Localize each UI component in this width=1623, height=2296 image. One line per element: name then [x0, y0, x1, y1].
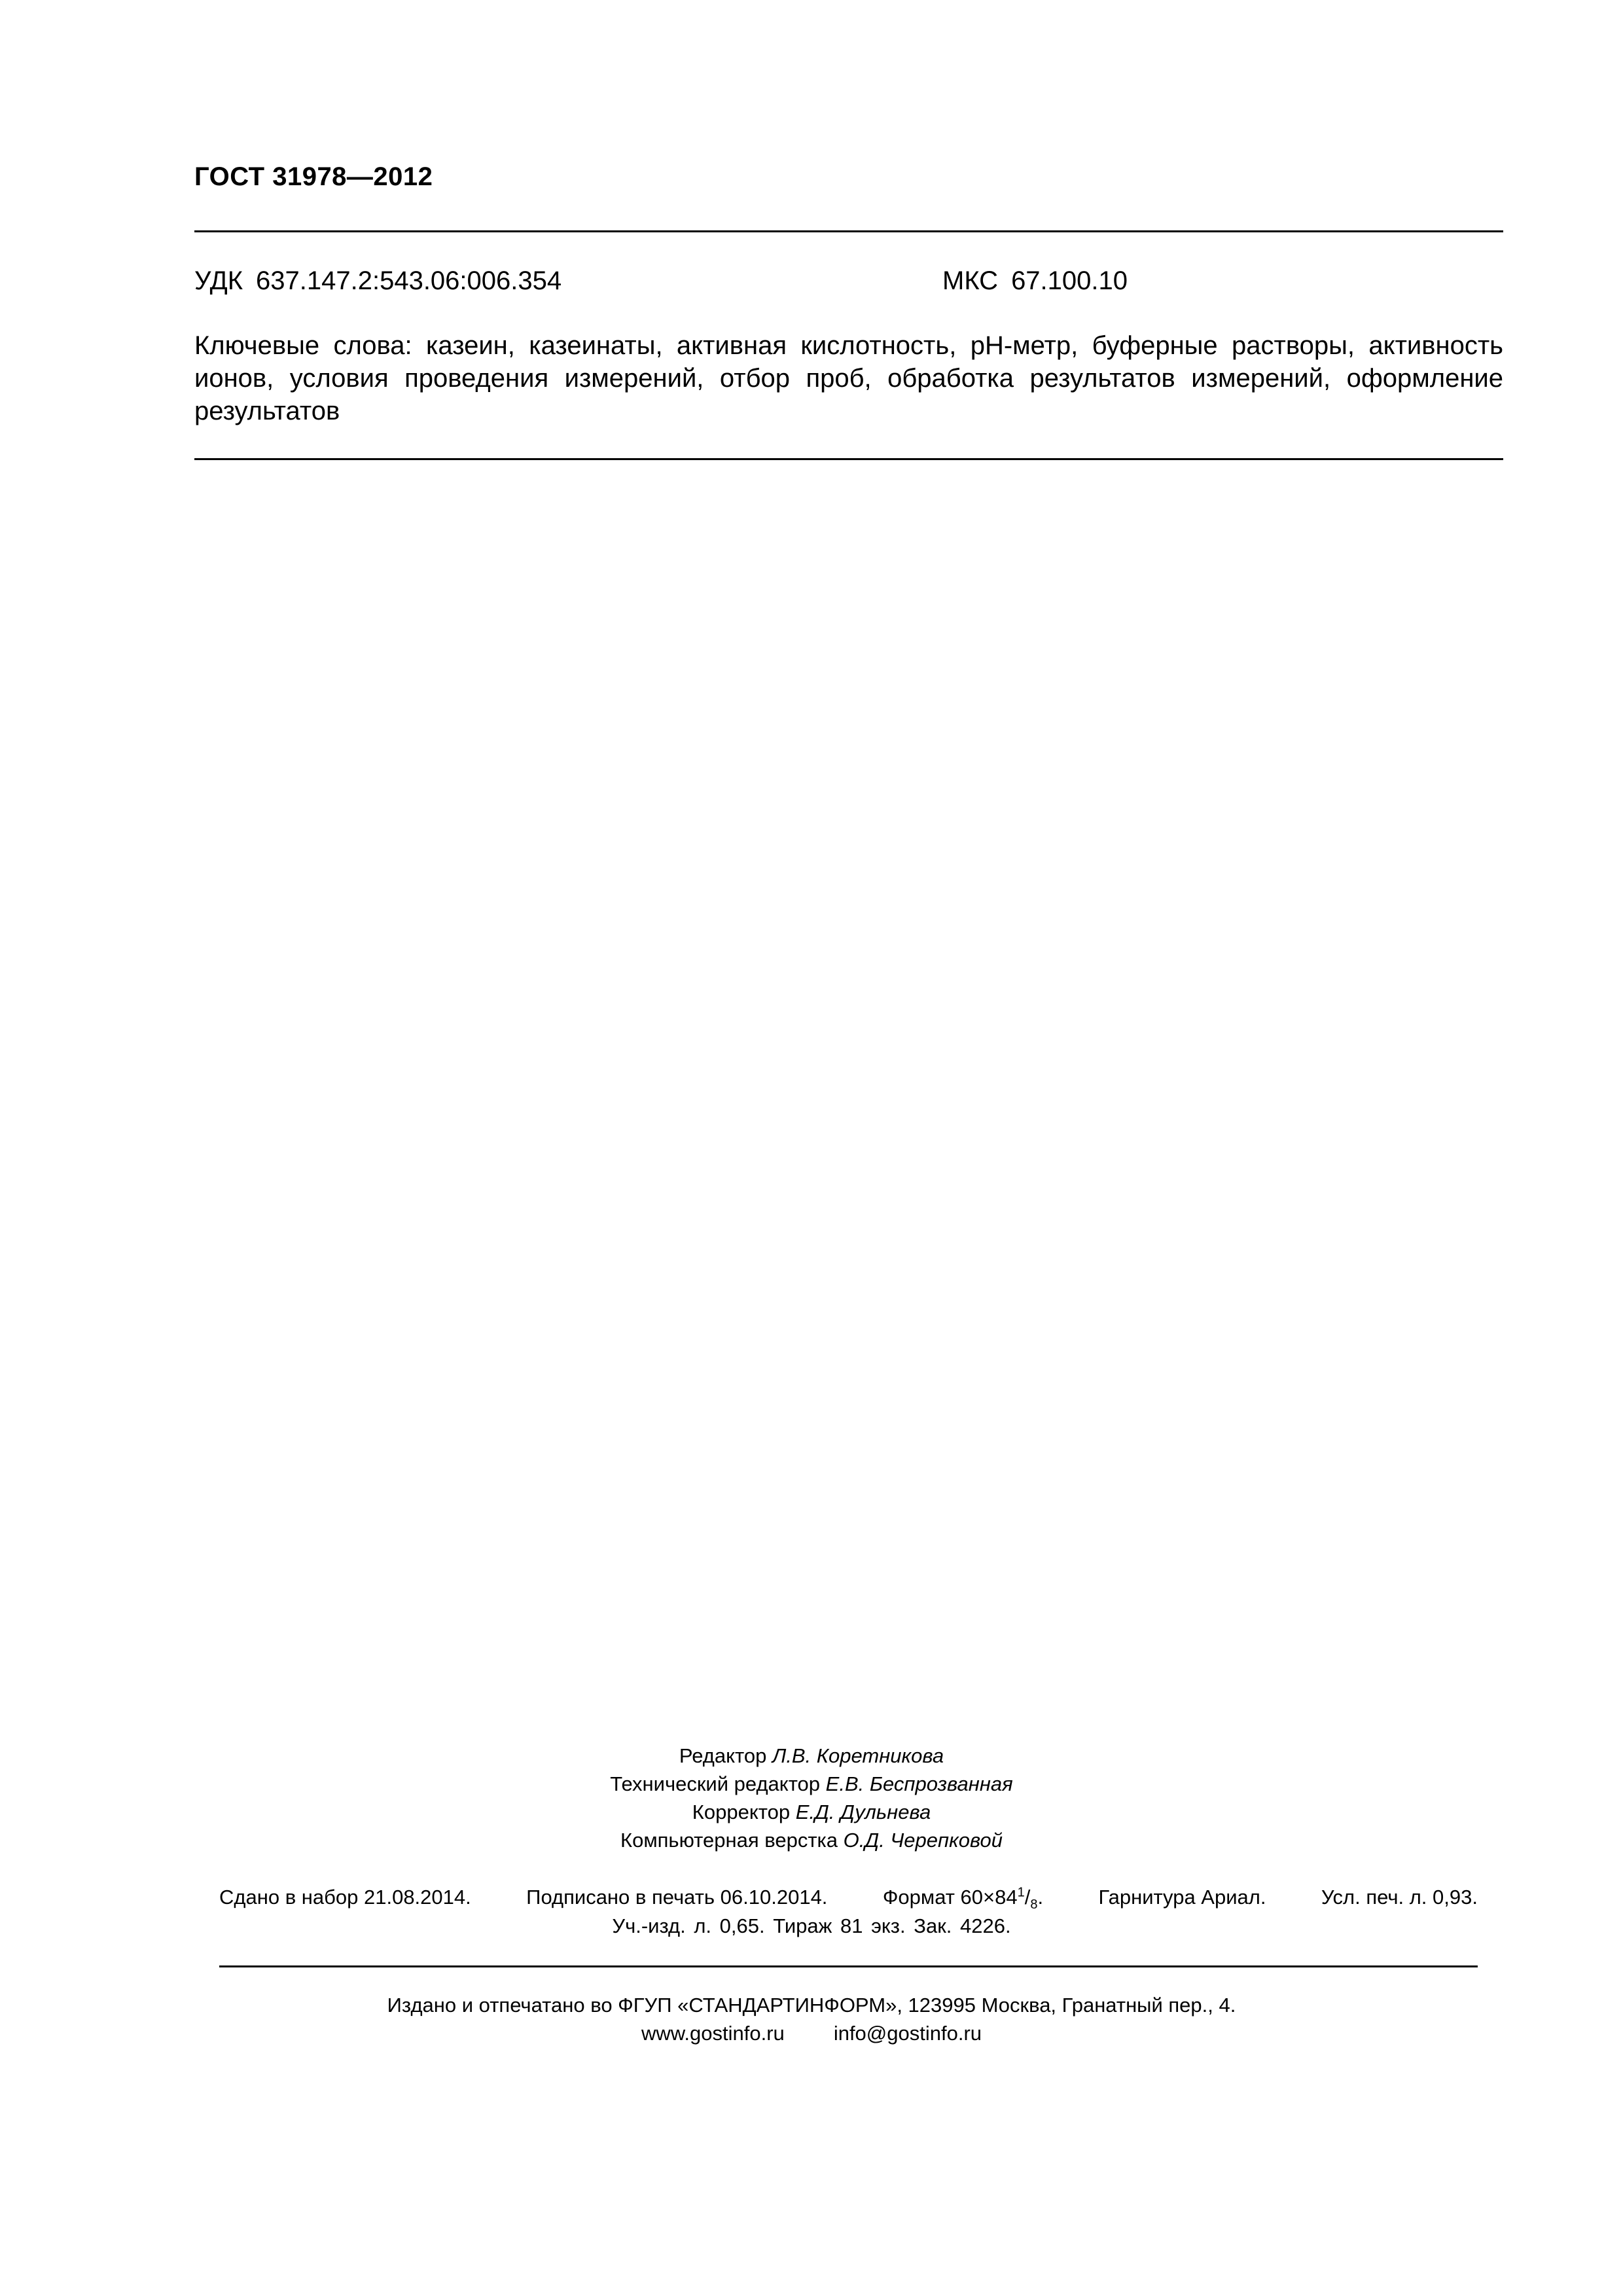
keywords-divider — [194, 458, 1503, 460]
format-label: Формат 60×84 — [882, 1886, 1018, 1909]
publisher-contacts — [0, 2019, 1623, 2047]
keywords-paragraph: Ключевые слова: казеин, казеинаты, активная кислотность, pH-метр, буферные растворы, активность ионов, условия проведения измерений, отбор проб, обработка результатов измерений, оформление результатов — [194, 331, 1503, 425]
top-divider — [194, 230, 1503, 232]
ics-classification — [942, 265, 1128, 296]
website-link[interactable]: www.gostinfo.ru — [641, 2022, 785, 2045]
credit-name: Л.В. Коретникова — [772, 1744, 944, 1767]
credit-name: Е.В. Беспрозванная — [825, 1772, 1013, 1795]
format-denominator: 8 — [1030, 1897, 1038, 1912]
format-end: . — [1037, 1886, 1044, 1909]
paper-format: Формат $60\times 84^1/_8$. — [882, 1885, 1044, 1912]
publisher-line: Издано и отпечатано во ФГУП «СТАНДАРТИНФОРМ», 123995 Москва, Гранатный пер., 4. — [387, 1994, 1236, 2017]
order-number: Зак. 4226. — [914, 1914, 1011, 1937]
print-details-line-1 — [219, 1883, 1478, 1911]
udc-value: 637.147.2:543.06:006.354 — [256, 266, 562, 295]
print-details-line-2 — [0, 1912, 1623, 1940]
credit-role: Компьютерная верстка — [620, 1829, 838, 1852]
credit-role: Редактор — [679, 1744, 767, 1767]
format-numerator: 1 — [1017, 1885, 1025, 1900]
typeface: Гарнитура Ариал. — [1098, 1886, 1266, 1909]
credit-role: Корректор — [692, 1801, 791, 1823]
publication-sheets: Уч.-изд. л. 0,65. — [612, 1914, 765, 1937]
imprint-divider — [219, 1965, 1478, 1967]
document-code: ГОСТ 31978—2012 — [194, 162, 433, 191]
credit-editor — [0, 1742, 1623, 1770]
credit-technical-editor — [0, 1770, 1623, 1798]
credit-proofreader — [0, 1798, 1623, 1826]
udc-classification — [194, 265, 562, 296]
signed-date: Подписано в печать 06.10.2014. — [526, 1886, 828, 1909]
print-sheets: Усл. печ. л. 0,93. — [1321, 1886, 1478, 1909]
credits-block — [0, 1742, 1623, 1854]
credit-name: О.Д. Черепковой — [843, 1829, 1003, 1852]
udc-label: УДК — [194, 266, 243, 295]
ics-value: 67.100.10 — [1011, 266, 1128, 295]
credit-name: Е.Д. Дульнева — [795, 1801, 931, 1823]
email-link[interactable]: info@gostinfo.ru — [833, 2022, 982, 2045]
ics-label: МКС — [942, 266, 999, 295]
credit-role: Технический редактор — [610, 1772, 821, 1795]
typeset-date: Сдано в набор 21.08.2014. — [219, 1886, 471, 1909]
print-run: Тираж 81 экз. — [773, 1914, 906, 1937]
credit-layout — [0, 1826, 1623, 1854]
